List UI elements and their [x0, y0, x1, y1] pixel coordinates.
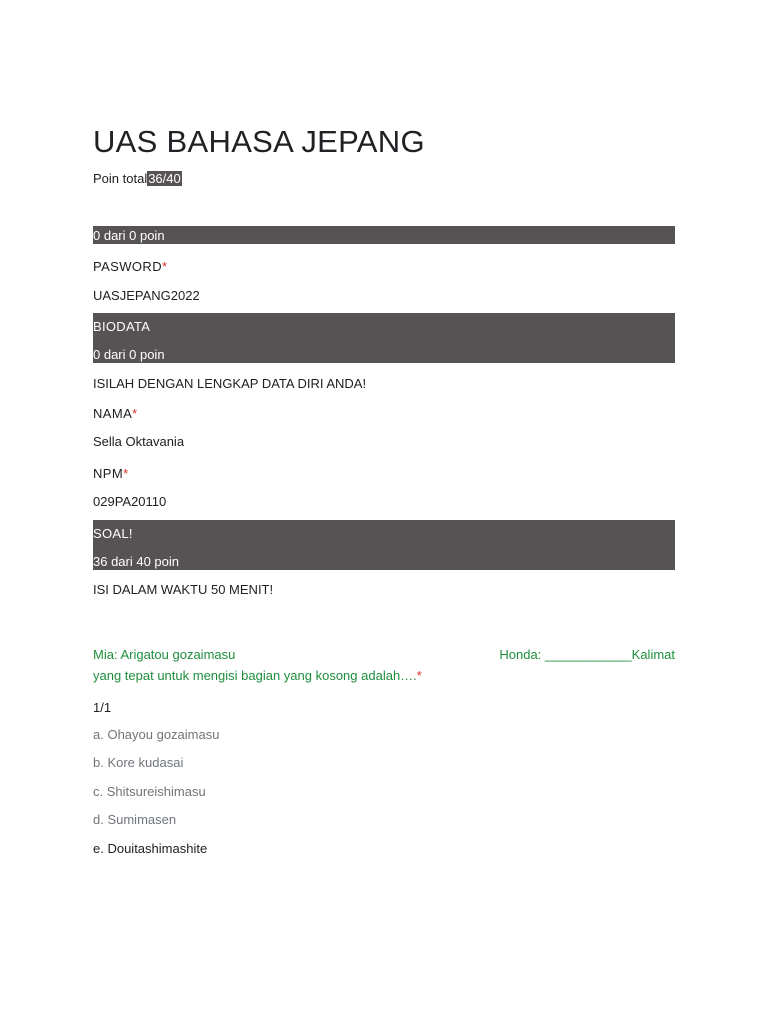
section-soal-points: 36 dari 40 poin: [93, 554, 180, 569]
soal-instruction: ISI DALAM WAKTU 50 MENIT!: [93, 582, 274, 597]
nama-label-text: NAMA: [93, 406, 133, 421]
form-title: UAS BAHASA JEPANG: [93, 124, 425, 159]
npm-label-text: NPM: [93, 466, 124, 481]
option-c[interactable]: c. Shitsureishimasu: [93, 784, 206, 799]
section-intro-header: [93, 226, 675, 244]
section-biodata-points: 0 dari 0 poin: [93, 347, 165, 362]
nama-required-mark: *: [132, 406, 138, 421]
poin-total-label: Poin total: [93, 171, 148, 186]
option-e-selected[interactable]: e. Douitashimashite: [93, 841, 208, 856]
option-b[interactable]: b. Kore kudasai: [93, 755, 184, 770]
pasword-label: [93, 259, 167, 274]
section-soal-header: [93, 520, 675, 570]
question-1-part1: Mia: Arigatou gozaimasu: [93, 647, 236, 662]
pasword-label-text: PASWORD: [93, 259, 163, 274]
npm-label: [93, 466, 129, 481]
question-1-score: 1/1: [93, 700, 112, 715]
section-biodata-header: [93, 313, 675, 363]
pasword-required-mark: *: [162, 259, 168, 274]
nama-value: Sella Oktavania: [93, 434, 185, 449]
option-d[interactable]: d. Sumimasen: [93, 812, 177, 827]
pasword-value: UASJEPANG2022: [93, 288, 200, 303]
biodata-instruction: ISILAH DENGAN LENGKAP DATA DIRI ANDA!: [93, 376, 367, 391]
question-1-part2: Honda: ____________Kalimat: [499, 647, 675, 662]
nama-label: [93, 406, 138, 421]
question-1-text: [93, 644, 675, 686]
section-intro-points: 0 dari 0 poin: [93, 228, 165, 243]
poin-total-score: 36/40: [148, 171, 181, 186]
poin-total: [93, 171, 182, 186]
section-biodata-title: BIODATA: [93, 319, 151, 334]
question-1-required-mark: *: [416, 668, 422, 683]
npm-required-mark: *: [123, 466, 129, 481]
npm-value: 029PA20110: [93, 494, 167, 509]
question-1-part3: yang tepat untuk mengisi bagian yang kosong adalah….: [93, 668, 417, 683]
section-soal-title: SOAL!: [93, 526, 133, 541]
option-a[interactable]: a. Ohayou gozaimasu: [93, 727, 220, 742]
